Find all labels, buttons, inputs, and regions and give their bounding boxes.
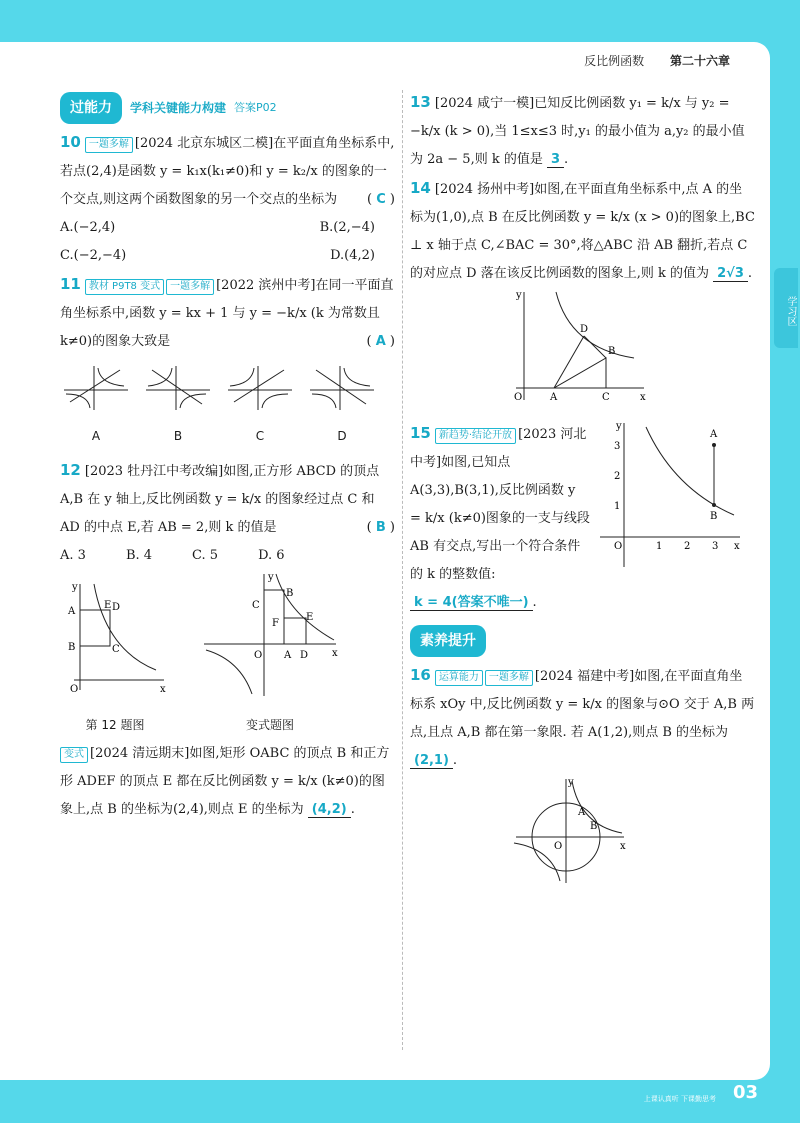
option: D.(4,2) <box>330 248 375 263</box>
option: A.(−2,4) <box>60 220 116 235</box>
question-tag: 新趋势·结论开放 <box>435 428 516 444</box>
question-15-text <box>410 419 590 589</box>
option-graph <box>142 362 214 450</box>
question-tag: 一题多解 <box>485 670 533 686</box>
answer: k = 4(答案不唯一) <box>410 595 533 611</box>
answer-paren: ( A ) <box>366 334 395 349</box>
question-text: [2023 牡丹江中考改编]如图,正方形 ABCD 的顶点 A,B 在 y 轴上,反比例函数 y = k/x 的图象经过点 C 和 AD 的中点 E,若 AB = 2,则 k 的值是 <box>60 464 380 535</box>
option: D. 6 <box>258 548 285 563</box>
svg-text:B: B <box>68 642 76 653</box>
answer: 3 <box>547 152 564 168</box>
question-12 <box>60 456 395 740</box>
option-graphs <box>60 362 395 450</box>
figure-12-graph <box>60 580 170 700</box>
right-column <box>410 88 755 896</box>
svg-text:C: C <box>112 644 120 655</box>
svg-text:y: y <box>568 777 574 788</box>
svg-text:A: A <box>578 807 586 818</box>
answer-paren: ( C ) <box>367 192 395 207</box>
svg-text:x: x <box>640 392 646 403</box>
options <box>60 542 395 570</box>
svg-text:1: 1 <box>614 501 621 512</box>
question-number: 12 <box>60 461 81 479</box>
graph-b <box>142 362 214 412</box>
svg-text:x: x <box>620 841 626 852</box>
page-header <box>584 52 730 69</box>
options <box>60 242 395 270</box>
figure-variant-graph <box>200 570 340 700</box>
question-number: 16 <box>410 666 431 684</box>
column-divider <box>402 90 403 1050</box>
question-13: 13 [2024 咸宁一模]已知反比例函数 y₁ = k/x 与 y₂ = −k/x (k > 0),当 1≤x≤3 时,y₁ 的最小值为 a,y₂ 的最小值为 2a − 5,则 k 的值是 3 . <box>410 93 745 167</box>
svg-text:x: x <box>734 541 740 552</box>
question-number: 15 <box>410 424 431 442</box>
svg-text:C: C <box>602 392 610 403</box>
question-14: 14 [2024 扬州中考]如图,在平面直角坐标系中,点 A 的坐标为(1,0),点 B 在反比例函数 y = k/x (x > 0)的图象上,BC ⊥ x 轴于点 C,∠BAC = 30°,将△ABC 沿 AB 翻折,若点 C 的对应点 D 落在该反比例函数的图象上,则 k 的值为 2√3 . O A C D B x y <box>410 174 755 419</box>
graph-label: B <box>173 429 183 443</box>
question-text: [2024 福建中考]如图,在平面直角坐标系 xOy 中,反比例函数 y = k/x 的图象与⊙O 交于 A,B 两点,且点 A,B 都在第一象限. 若 A(1,2),则点 B 的坐标为 <box>410 669 755 740</box>
question-tag: 一题多解 <box>85 137 133 153</box>
svg-text:A: A <box>68 606 76 617</box>
header-chapter: 第二十六章 <box>669 54 730 68</box>
question-tag: 变式 <box>60 747 88 763</box>
question-11 <box>60 270 395 450</box>
svg-text:O: O <box>614 541 623 552</box>
question-15-answer: k = 4(答案不唯一) . <box>410 589 755 617</box>
section-header <box>60 92 395 124</box>
svg-text:3: 3 <box>614 441 621 452</box>
left-column <box>60 92 395 824</box>
svg-text:D: D <box>300 650 309 661</box>
svg-text:F: F <box>272 618 279 629</box>
svg-text:O: O <box>554 841 563 852</box>
answer: (2,1) <box>410 753 453 769</box>
svg-text:A: A <box>710 429 718 440</box>
option: A. 3 <box>60 548 86 563</box>
svg-text:1: 1 <box>656 541 663 552</box>
option-graph <box>224 362 296 450</box>
option: B. 4 <box>125 548 153 563</box>
question-text: [2024 咸宁一模]已知反比例函数 y₁ = k/x 与 y₂ = −k/x (k > 0),当 1≤x≤3 时,y₁ 的最小值为 a,y₂ 的最小值为 2a − 5,则 k 的值是 <box>410 96 745 167</box>
answer-paren: ( B ) <box>366 520 395 535</box>
svg-text:B: B <box>608 346 616 357</box>
question-tag: 一题多解 <box>166 279 214 295</box>
svg-text:B: B <box>590 821 598 832</box>
svg-text:D: D <box>112 602 121 613</box>
svg-text:y: y <box>616 421 622 432</box>
graph-a <box>60 362 132 412</box>
svg-text:x: x <box>160 684 166 695</box>
page-number: 03 <box>732 1082 758 1103</box>
figure-14-graph <box>510 288 650 408</box>
question-number: 11 <box>60 275 81 293</box>
answer: 2√3 <box>713 266 748 282</box>
option: B.(2,−4) <box>319 220 375 235</box>
header-topic: 反比例函数 <box>584 54 645 68</box>
answer: (4,2) <box>308 802 351 818</box>
option-graph <box>306 362 378 450</box>
svg-text:O: O <box>514 392 523 403</box>
section-badge: 素养提升 <box>410 625 486 657</box>
figure-15-graph <box>594 419 744 569</box>
option: C.(−2,−4) <box>60 248 127 263</box>
svg-text:A: A <box>550 392 558 403</box>
question-text: [2024 北京东城区二模]在平面直角坐标系中,若点(2,4)是函数 y = k₁x(k₁≠0)和 y = k₂/x 的图象的一个交点,则这两个函数图象的另一个交点的坐标为 <box>60 136 395 207</box>
question-number: 13 <box>410 93 431 111</box>
section-header-2 <box>410 625 755 657</box>
section-badge: 过能力 <box>60 92 122 124</box>
svg-text:E: E <box>306 612 314 623</box>
svg-text:C: C <box>252 600 260 611</box>
graph-label: C <box>255 429 265 443</box>
question-16: 16 运算能力 一题多解 [2024 福建中考]如图,在平面直角坐标系 xOy 中,反比例函数 y = k/x 的图象与⊙O 交于 A,B 两点,且点 A,B 都在第一象限. 若 A(1,2),则点 B 的坐标为 (2,1) . A B O x y <box>410 661 755 896</box>
section-subtitle: 学科关键能力构建 <box>130 101 227 115</box>
option: C. 5 <box>192 548 219 563</box>
question-number: 10 <box>60 133 81 151</box>
option-graph <box>60 362 132 450</box>
figure-16 <box>410 775 755 896</box>
answer: C <box>376 192 386 207</box>
svg-text:D: D <box>580 324 589 335</box>
svg-text:y: y <box>268 572 274 583</box>
answer: B <box>375 520 386 535</box>
svg-text:E: E <box>104 600 112 611</box>
side-tab: 学习区 <box>774 268 798 348</box>
svg-text:B: B <box>286 588 294 599</box>
figure-12 <box>60 580 170 740</box>
svg-text:A: A <box>284 650 292 661</box>
graph-label: D <box>337 429 347 443</box>
svg-text:y: y <box>516 290 522 301</box>
footer-tag: 上课认真听 下课勤思考 <box>643 1095 716 1103</box>
graph-label: A <box>91 429 101 443</box>
answer-ref: 答案P02 <box>234 101 277 114</box>
question-text: [2024 清远期末]如图,矩形 OABC 的顶点 B 和正方形 ADEF 的顶点 E 都在反比例函数 y = k/x (k≠0)的图象上,点 B 的坐标为(2,4),则点 E 的坐标为 <box>60 746 390 817</box>
svg-text:O: O <box>70 684 79 695</box>
options <box>60 214 395 242</box>
svg-text:y: y <box>72 582 78 593</box>
svg-text:2: 2 <box>684 541 691 552</box>
svg-text:B: B <box>710 511 718 522</box>
figure-14 <box>410 288 755 419</box>
figure-16-graph <box>510 775 630 885</box>
svg-text:O: O <box>254 650 263 661</box>
question-text: [2024 扬州中考]如图,在平面直角坐标系中,点 A 的坐标为(1,0),点 B 在反比例函数 y = k/x (x > 0)的图象上,BC ⊥ x 轴于点 C,∠BAC = 30°,将△ABC 沿 AB 翻折,若点 C 的对应点 D 落在该反比例函数的图象上,则 k 的值为 <box>410 182 755 281</box>
figure-12-variant <box>200 570 340 740</box>
graph-d <box>306 362 378 412</box>
question-tag: 教材 P9T8 变式 <box>85 279 164 295</box>
question-15 <box>410 419 755 589</box>
graph-c <box>224 362 296 412</box>
question-tag: 运算能力 <box>435 670 483 686</box>
question-10 <box>60 128 395 270</box>
svg-text:x: x <box>332 648 338 659</box>
answer: A <box>375 334 386 349</box>
figure-caption: 变式题图 <box>245 718 294 732</box>
figure-caption: 第 12 题图 <box>85 718 145 732</box>
figures-12 <box>60 570 395 740</box>
svg-text:2: 2 <box>614 471 621 482</box>
svg-text:3: 3 <box>712 541 719 552</box>
question-text: [2022 滨州中考]在同一平面直角坐标系中,函数 y = kx + 1 与 y = −k/x (k 为常数且 k≠0)的图象大致是 <box>60 278 394 349</box>
question-number: 14 <box>410 179 431 197</box>
question-text: [2023 河北中考]如图,已知点 A(3,3),B(3,1),反比例函数 y = k/x (k≠0)图象的一支与线段 AB 有交点,写出一个符合条件的 k 的整数值: <box>410 427 590 582</box>
question-12-variant: 变式 [2024 清远期末]如图,矩形 OABC 的顶点 B 和正方形 ADEF 的顶点 E 都在反比例函数 y = k/x (k≠0)的图象上,点 B 的坐标为(2,4),则点 E 的坐标为 (4,2) . <box>60 746 390 817</box>
